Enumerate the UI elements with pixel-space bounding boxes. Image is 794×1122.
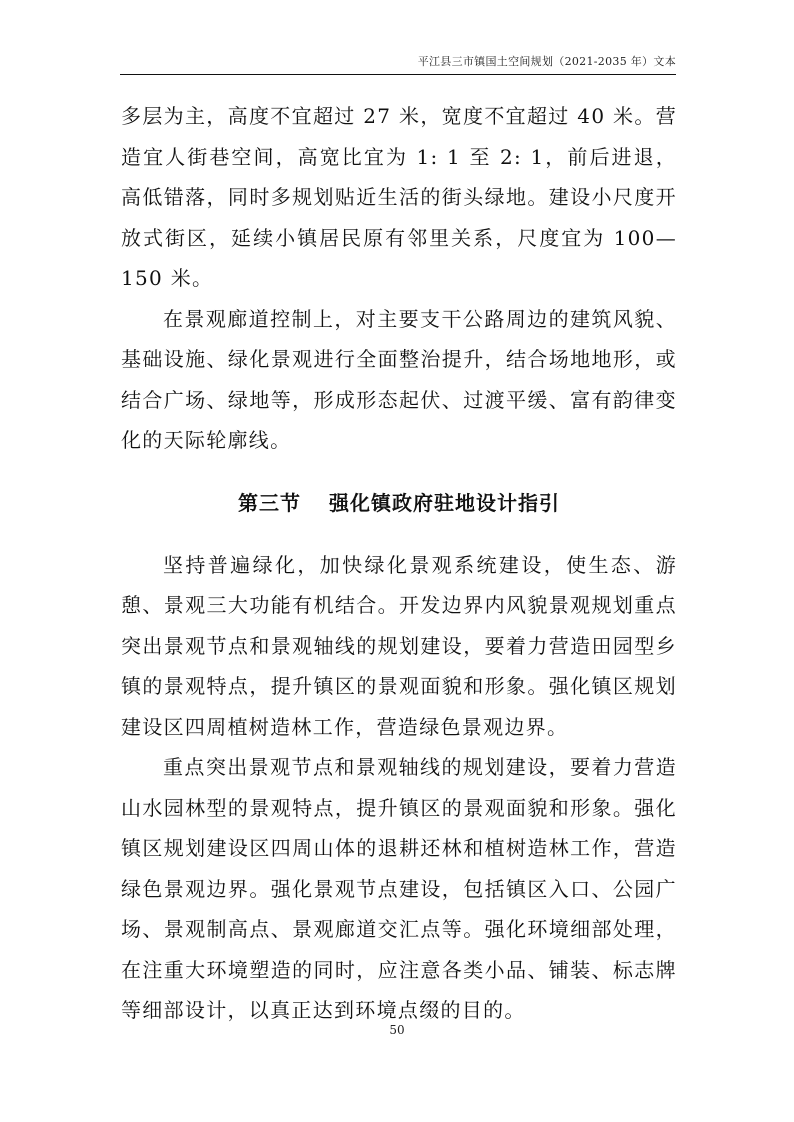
paragraph-landscape-nodes: 重点突出景观节点和景观轴线的规划建设，要着力营造山水园林型的景观特点，提升镇区的景观面貌和形象。强化镇区规划建设区四周山体的退耕还林和植树造林工作，营造绿色景观边界。强化景观节点建设，包括镇区入口、公园广场、景观制高点、景观廊道交汇点等。强化环境细部处理，在注重大环境塑造的同时，应注意各类小品、铺装、标志牌等细部设计，以真正达到环境点缀的目的。 (121, 755, 677, 1022)
section-number: 第三节 (238, 490, 301, 515)
page-number: 50 (389, 1023, 405, 1037)
paragraph-greening: 坚持普遍绿化，加快绿化景观系统建设，使生态、游憩、景观三大功能有机结合。开发边界内风貌景观规划重点突出景观节点和景观轴线的规划建设，要着力营造田园型乡镇的景观特点，提升镇区的景观面貌和形象。强化镇区规划建设区四周植树造林工作，营造绿色景观边界。 (121, 552, 677, 739)
paragraph-landscape-corridor: 在景观廊道控制上，对主要支干公路周边的建筑风貌、基础设施、绿化景观进行全面整治提升，结合场地地形，或结合广场、绿地等，形成形态起伏、过渡平缓、富有韵律变化的天际轮廓线。 (121, 306, 677, 452)
header-divider (120, 74, 676, 75)
document-body (121, 96, 677, 1031)
page-header: 平江县三市镇国土空间规划（2021-2035 年）文本 (417, 55, 676, 68)
section-title: 强化镇政府驻地设计指引 (329, 490, 560, 515)
paragraph-building-height: 多层为主，高度不宜超过 27 米，宽度不宜超过 40 米。营造宜人街巷空间，高宽比宜为 1: 1 至 2: 1，前后进退，高低错落，同时多规划贴近生活的街头绿地。建设小尺度开放式街区，延续小镇居民原有邻里关系，尺度宜为 100—150 米。 (121, 104, 677, 290)
section-heading (121, 483, 677, 523)
